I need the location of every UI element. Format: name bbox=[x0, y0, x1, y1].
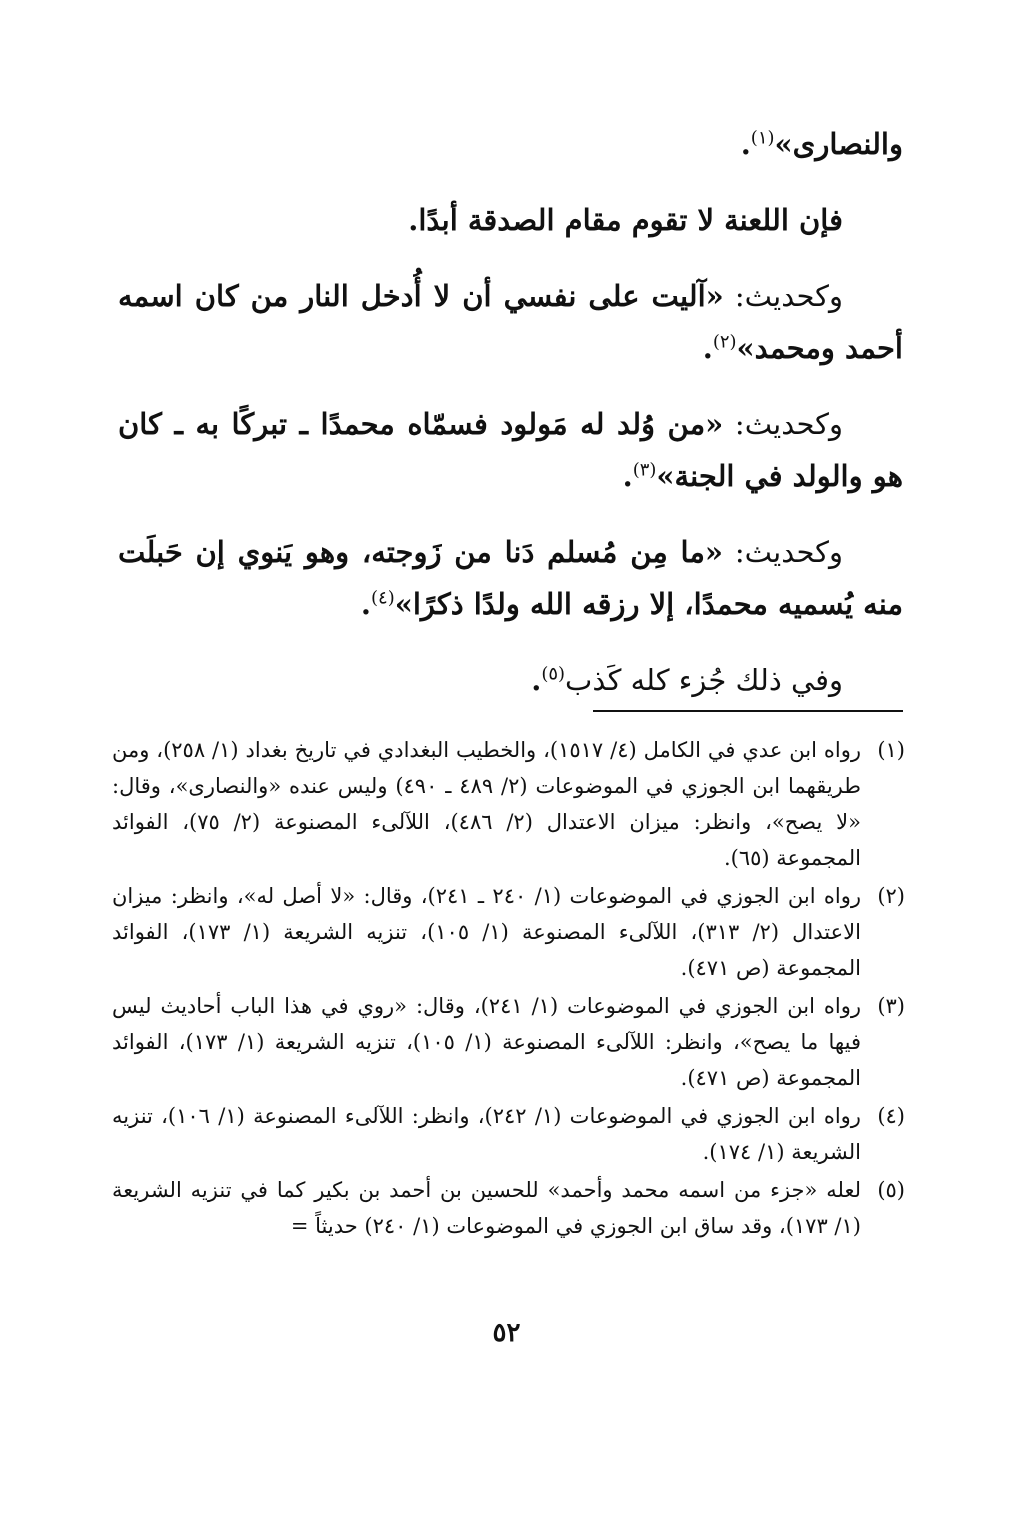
paragraph-tail: . bbox=[531, 663, 542, 697]
footnote-ref: (٢) bbox=[712, 331, 737, 353]
footnote-number: (٤) bbox=[877, 1104, 905, 1128]
footnote-number: (٢) bbox=[877, 884, 905, 908]
paragraph-text: «آليت على نفسي أن لا أُدخل النار من كان اسمه أحمد ومحمد» bbox=[118, 279, 903, 365]
paragraph-tail: . bbox=[360, 587, 371, 621]
footnote-ref: (٤) bbox=[371, 587, 395, 609]
footnote-separator bbox=[593, 710, 903, 712]
footnotes bbox=[112, 732, 905, 1246]
footnote-text: رواه ابن عدي في الكامل (٤/ ١٥١٧)، والخطيب البغدادي في تاريخ بغداد (١/ ٢٥٨)، ومن طريقهما ابن الجوزي في الموضوعات (٢/ ٤٨٩ ـ ٤٩٠) وليس عنده «والنصارى»، وقال: «لا يصح»، وانظر: ميزان الاعتدال (٢/ ٤٨٦)، اللآلىء المصنوعة (٢/ ٧٥)، الفوائد المجموعة (٦٥). bbox=[112, 738, 861, 870]
footnote-number: (٣) bbox=[877, 994, 905, 1018]
page-number: ٥٢ bbox=[492, 1318, 521, 1348]
paragraph-lead: وكحديث: bbox=[723, 279, 843, 313]
footnote-number: (٥) bbox=[877, 1178, 905, 1202]
paragraph-1 bbox=[118, 118, 903, 170]
paragraph-6 bbox=[118, 654, 903, 706]
paragraph-text: «من وُلد له مَولود فسمّاه محمدًا ـ تبركًا به ـ كان هو والولد في الجنة» bbox=[118, 407, 903, 493]
paragraph-tail: . bbox=[740, 127, 751, 161]
footnote-text: رواه ابن الجوزي في الموضوعات (١/ ٢٤٠ ـ ٢٤١)، وقال: «لا أصل له»، وانظر: ميزان الاعتدال (٢/ ٣١٣)، اللآلىء المصنوعة (١/ ١٠٥)، تنزيه الشريعة (١/ ١٧٣)، الفوائد المجموعة (ص ٤٧١). bbox=[112, 884, 861, 980]
footnote-ref: (١) bbox=[750, 127, 775, 149]
paragraph-lead: وكحديث: bbox=[723, 535, 843, 569]
paragraph-text: والنصارى» bbox=[774, 127, 903, 161]
footnote-5 bbox=[112, 1172, 905, 1244]
paragraph-5 bbox=[118, 526, 903, 630]
paragraph-text: فإن اللعنة لا تقوم مقام الصدقة أبدًا. bbox=[408, 203, 843, 237]
paragraph-4 bbox=[118, 398, 903, 502]
paragraph-text: «ما مِن مُسلم دَنا من زَوجته، وهو يَنوي إن حَبلَت منه يُسميه محمدًا، إلا رزقه الله ولدًا ذكرًا» bbox=[118, 535, 903, 621]
footnote-text: رواه ابن الجوزي في الموضوعات (١/ ٢٤١)، وقال: «روي في هذا الباب أحاديث ليس فيها ما يصح»، وانظر: اللآلىء المصنوعة (١/ ١٠٥)، تنزيه الشريعة (١/ ١٧٣)، الفوائد المجموعة (ص ٤٧١). bbox=[112, 994, 861, 1090]
footnote-2 bbox=[112, 878, 905, 986]
main-text bbox=[118, 118, 903, 730]
footnote-1 bbox=[112, 732, 905, 876]
paragraph-3 bbox=[118, 270, 903, 374]
footnote-text: رواه ابن الجوزي في الموضوعات (١/ ٢٤٢)، وانظر: اللآلىء المصنوعة (١/ ١٠٦)، تنزيه الشريعة (١/ ١٧٤). bbox=[112, 1104, 861, 1164]
footnote-4 bbox=[112, 1098, 905, 1170]
paragraph-2 bbox=[118, 194, 903, 246]
paragraph-tail: . bbox=[622, 459, 633, 493]
footnote-number: (١) bbox=[877, 738, 905, 762]
footnote-text: لعله «جزء من اسمه محمد وأحمد» للحسين بن أحمد بن بكير كما في تنزيه الشريعة (١/ ١٧٣)، وقد ساق ابن الجوزي في الموضوعات (١/ ٢٤٠) حديثاً = bbox=[112, 1178, 861, 1238]
paragraph-tail: . bbox=[702, 331, 713, 365]
paragraph-lead: وكحديث: bbox=[723, 407, 843, 441]
footnote-ref: (٣) bbox=[632, 459, 657, 481]
footnote-3 bbox=[112, 988, 905, 1096]
footnote-ref: (٥) bbox=[541, 663, 566, 685]
paragraph-lead: وفي ذلك جُزء كله كَذب bbox=[565, 663, 843, 697]
